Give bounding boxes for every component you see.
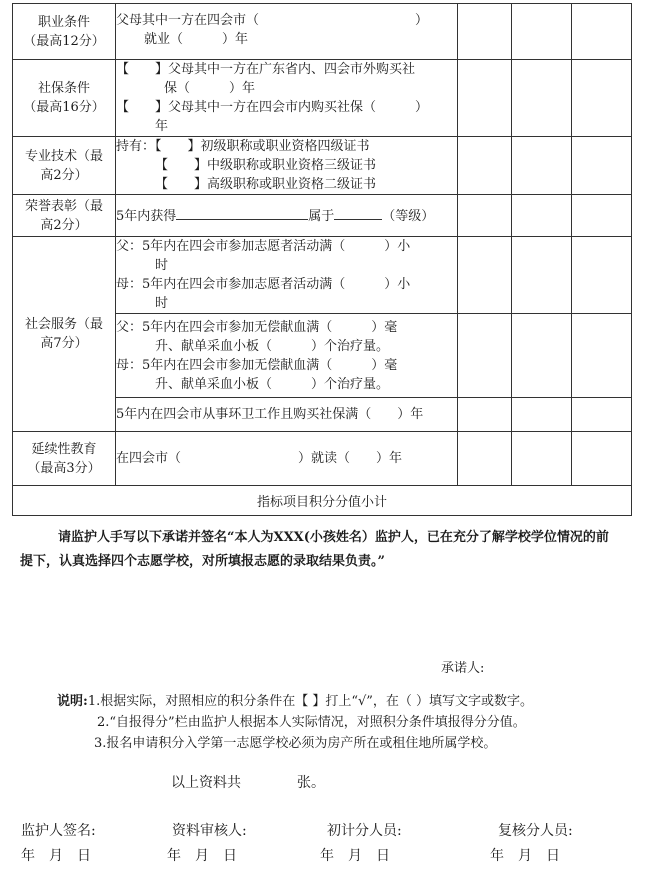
promisor-label: 承诺人: <box>441 661 485 676</box>
reviewer-label[interactable]: 资料审核人: <box>172 823 247 839</box>
score-cell[interactable] <box>512 398 572 432</box>
condition-cell: 5年内获得 属于 （等级） <box>116 195 458 237</box>
score-cell[interactable] <box>458 137 512 195</box>
condition-cell: 父：5年内在四会市参加志愿者活动满（ ）小 时 母：5年内在四会市参加志愿者活动满（ ）小 时 <box>116 237 458 314</box>
date-reviewer: 年 月 日 <box>167 848 237 864</box>
category-cell: 社保条件 （最高16分） <box>13 60 116 137</box>
score-cell[interactable] <box>512 4 572 60</box>
score-cell[interactable] <box>572 195 632 237</box>
score-cell[interactable] <box>512 237 572 314</box>
score-cell[interactable] <box>458 195 512 237</box>
notes-prefix: 说明: <box>57 694 88 709</box>
condition-cell: 在四会市（ ）就读（ ）年 <box>116 432 458 486</box>
score-cell[interactable] <box>458 314 512 398</box>
score-cell[interactable] <box>572 60 632 137</box>
condition-cell: 【 】父母其中一方在广东省内、四会市外购买社 保（ ）年 【 】父母其中一方在四会市内购买社保（ ） 年 <box>116 60 458 137</box>
initial-scorer-label[interactable]: 初计分人员: <box>327 823 402 839</box>
score-cell[interactable] <box>458 4 512 60</box>
note-item: 1.根据实际，对照相应的积分条件在【 】打上“√”，在（ ）填写文字或数字。 <box>87 694 534 709</box>
score-cell[interactable] <box>572 398 632 432</box>
summary-cell: 指标项目积分分值小计 <box>13 486 632 516</box>
points-table <box>12 3 632 516</box>
row-social-service <box>13 237 632 314</box>
guardian-signature-label[interactable]: 监护人签名: <box>21 823 96 839</box>
row-employment <box>13 4 632 60</box>
condition-cell: 持有：【 】初级职称或职业资格四级证书 【 】中级职称或职业资格三级证书 【 】高级职称或职业资格二级证书 <box>116 137 458 195</box>
score-cell[interactable] <box>572 137 632 195</box>
materials-count: 以上资料共 张。 <box>171 775 325 791</box>
date-initial-scorer: 年 月 日 <box>320 848 390 864</box>
note-item: 2.“自报得分”栏由监护人根据本人实际情况，对照积分条件填报得分分值。 <box>97 715 526 730</box>
recheck-scorer-label[interactable]: 复核分人员: <box>498 823 573 839</box>
row-professional-skill <box>13 137 632 195</box>
level-blank[interactable] <box>334 205 382 220</box>
condition-cell: 5年内在四会市从事环卫工作且购买社保满（ ）年 <box>116 398 458 432</box>
score-cell[interactable] <box>512 432 572 486</box>
row-continuing-education <box>13 432 632 486</box>
date-recheck-scorer: 年 月 日 <box>490 848 560 864</box>
score-cell[interactable] <box>572 237 632 314</box>
pledge-text: 请监护人手写以下承诺并签名“本人为XXX(小孩姓名）监护人，已在充分了解学校学位情况的前提下，认真选择四个志愿学校，对所填报志愿的录取结果负责。” <box>20 530 609 569</box>
row-honors <box>13 195 632 237</box>
condition-cell: 父母其中一方在四会市（ ） 就业（ ）年 <box>116 4 458 60</box>
date-guardian: 年 月 日 <box>21 848 91 864</box>
score-cell[interactable] <box>512 137 572 195</box>
category-cell: 延续性教育 （最高3分） <box>13 432 116 486</box>
promisor-signature-field[interactable] <box>486 668 606 684</box>
score-cell[interactable] <box>572 314 632 398</box>
score-cell[interactable] <box>458 432 512 486</box>
score-cell[interactable] <box>572 432 632 486</box>
condition-cell: 父：5年内在四会市参加无偿献血满（ ）毫 升、献单采血小板（ ）个治疗量。 母：5年内在四会市参加无偿献血满（ ）毫 升、献单采血小板（ ）个治疗量。 <box>116 314 458 398</box>
category-cell: 职业条件 （最高12分） <box>13 4 116 60</box>
score-cell[interactable] <box>512 195 572 237</box>
score-cell[interactable] <box>572 4 632 60</box>
row-summary <box>13 486 632 516</box>
category-cell: 社会服务（最 高7分） <box>13 237 116 432</box>
row-social-insurance <box>13 60 632 137</box>
score-cell[interactable] <box>458 237 512 314</box>
score-cell[interactable] <box>458 60 512 137</box>
score-cell[interactable] <box>512 60 572 137</box>
score-cell[interactable] <box>512 314 572 398</box>
notes <box>57 691 533 754</box>
award-blank[interactable] <box>176 205 308 220</box>
note-item: 3.报名申请积分入学第一志愿学校必须为房产所在或租住地所属学校。 <box>94 736 497 751</box>
score-cell[interactable] <box>458 398 512 432</box>
category-cell: 专业技术（最 高2分） <box>13 137 116 195</box>
category-cell: 荣誉表彰（最 高2分） <box>13 195 116 237</box>
